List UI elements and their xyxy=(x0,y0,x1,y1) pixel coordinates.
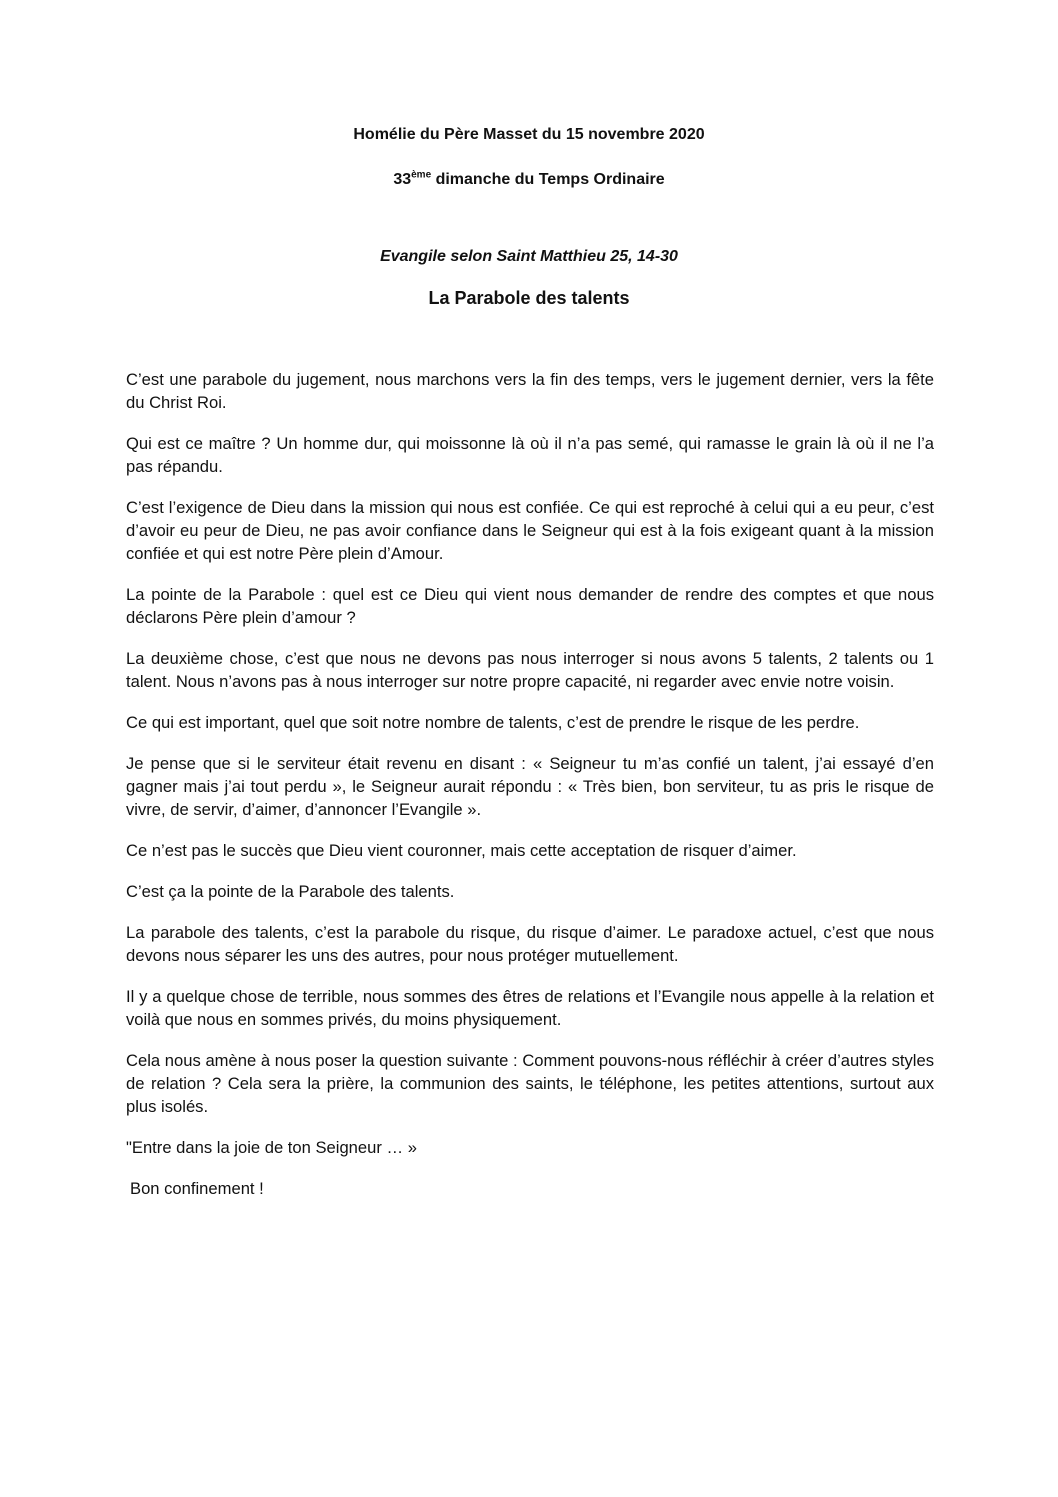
parable-title: La Parabole des talents xyxy=(428,288,630,308)
paragraph: Il y a quelque chose de terrible, nous sommes des êtres de relations et l’Evangile nous appelle à la relation et voilà que nous en sommes privés, du moins physiquement. xyxy=(126,987,934,1029)
homily-body xyxy=(126,368,934,1218)
paragraph: La deuxième chose, c’est que nous ne devons pas nous interroger si nous avons 5 talents, 2 talents ou 1 talent. Nous n’avons pas à nous interroger sur notre propre capacité, ni regarder avec envie notre voisin. xyxy=(126,649,934,691)
sunday-number: 33 xyxy=(393,171,412,188)
paragraph: La parabole des talents, c’est la parabole du risque, du risque d’aimer. Le paradoxe actuel, c’est que nous devons nous séparer les uns des autres, pour nous protéger mutuellement. xyxy=(126,923,934,965)
closing-wish: Bon confinement ! xyxy=(130,1179,264,1198)
liturgical-sunday xyxy=(0,171,1058,189)
closing-quote: "Entre dans la joie de ton Seigneur … » xyxy=(126,1138,417,1157)
paragraph: C’est l’exigence de Dieu dans la mission qui nous est confiée. Ce qui est reproché à celui qui a eu peur, c’est d’avoir eu peur de Dieu, ne pas avoir confiance dans le Seigneur qui est à la fois exigeant quant à la mission confiée et qui est notre Père plein d’Amour. xyxy=(126,498,934,563)
gospel-reference: Evangile selon Saint Matthieu 25, 14-30 xyxy=(380,248,678,265)
paragraph: C’est une parabole du jugement, nous marchons vers la fin des temps, vers le jugement dernier, vers la fête du Christ Roi. xyxy=(126,370,934,412)
sunday-ordinal-suffix: ème xyxy=(411,169,432,181)
paragraph: Je pense que si le serviteur était revenu en disant : « Seigneur tu m’as confié un talent, j’ai essayé d’en gagner mais j’ai tout perdu », le Seigneur aurait répondu : « Très bien, bon serviteur, tu as pris le risque de vivre, de servir, d’aimer, d’annoncer l’Evangile ». xyxy=(126,754,934,819)
paragraph: Ce n’est pas le succès que Dieu vient couronner, mais cette acceptation de risquer d’aimer. xyxy=(126,841,797,860)
paragraph: La pointe de la Parabole : quel est ce Dieu qui vient nous demander de rendre des comptes et que nous déclarons Père plein d’amour ? xyxy=(126,585,934,627)
sunday-rest: dimanche du Temps Ordinaire xyxy=(431,171,665,188)
paragraph: C’est ça la pointe de la Parabole des talents. xyxy=(126,882,455,901)
paragraph: Qui est ce maître ? Un homme dur, qui moissonne là où il n’a pas semé, qui ramasse le grain là où il ne l’a pas répandu. xyxy=(126,434,934,476)
paragraph: Cela nous amène à nous poser la question suivante : Comment pouvons-nous réfléchir à créer d’autres styles de relation ? Cela sera la prière, la communion des saints, le téléphone, les petites attentions, surtout aux plus isolés. xyxy=(126,1051,934,1116)
homily-title: Homélie du Père Masset du 15 novembre 2020 xyxy=(353,126,705,143)
paragraph: Ce qui est important, quel que soit notre nombre de talents, c’est de prendre le risque de les perdre. xyxy=(126,713,860,732)
